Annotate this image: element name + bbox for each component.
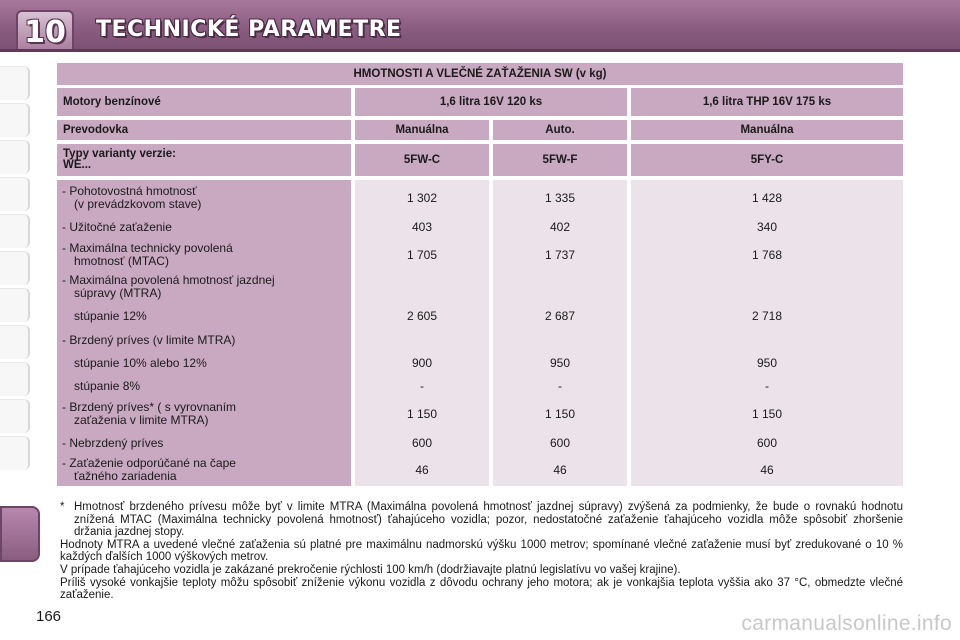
side-tab-active[interactable] (0, 506, 40, 562)
side-tab[interactable] (0, 103, 30, 137)
chapter-badge (16, 10, 74, 52)
side-tab[interactable] (0, 140, 30, 174)
engines-label: Motory benzínové (57, 88, 351, 116)
table-cell: 1 428 (751, 190, 783, 205)
table-cell (355, 272, 489, 302)
variant-label-line1: Typy varianty verzie: (63, 148, 176, 160)
variant-2: 5FW-F (493, 144, 627, 176)
side-tab[interactable] (0, 251, 30, 285)
table-cell: 1 705 (406, 247, 438, 262)
variant-label (57, 144, 351, 176)
table-cell: 1 768 (751, 247, 783, 262)
table-body (57, 180, 903, 486)
values-column-5fy-c (631, 180, 903, 486)
table-cell: 1 150 (406, 406, 438, 421)
table-cell: 600 (756, 435, 778, 450)
table-row-label: stúpanie 10% alebo 12% (74, 355, 207, 370)
table-cell: 2 718 (751, 308, 783, 323)
side-tab[interactable] (0, 214, 30, 248)
table-row-label: stúpanie 12% (74, 308, 147, 323)
table-cell (631, 330, 903, 350)
table-cell (493, 330, 627, 350)
note-paragraph: Príliš vysoké vonkajšie teploty môžu spôsobiť zníženie výkonu vozidla z dôvodu ochrany jeho motora; ak je vonkajšia teplota vyššia ako 37 °C, obmedzte vlečné zaťaženie. (60, 576, 903, 602)
table-cell: - (420, 378, 424, 393)
table-cell: 340 (756, 219, 778, 234)
values-column-5fw-f (493, 180, 627, 486)
row-labels-column (57, 180, 351, 486)
variant-1: 5FW-C (355, 144, 489, 176)
table-row-label: - Nebrzdený príves (62, 435, 164, 450)
table-cell: - (558, 378, 562, 393)
table-cell: 1 150 (544, 406, 576, 421)
table-header (57, 88, 903, 176)
side-tab[interactable] (0, 436, 30, 470)
side-tab[interactable] (0, 66, 30, 100)
side-tab[interactable] (0, 362, 30, 396)
footnote-text: Hmotnosť brzdeného prívesu môže byť v limite MTRA (Maximálna povolená hmotnosť jazdnej súpravy) zvýšená za podmienky, že bude o rovnakú hodnotu znížená MTAC (Maximálna technicky povolená hmotnosť) ťahajúceho vozidla; pozor, nedostatočné zaťaženie ťahajúceho vozidla môže spôsobiť zhoršenie držania jazdnej stopy. (74, 501, 903, 539)
side-tab[interactable] (0, 399, 30, 433)
table-cell (355, 330, 489, 350)
table-cell: 403 (411, 219, 433, 234)
page-number: 166 (36, 608, 62, 625)
table-row-label: - Zaťaženie odporúčané na čape ťažného zariadenia (62, 456, 236, 483)
gearbox-label: Prevodovka (57, 120, 351, 140)
note-paragraph: Hodnoty MTRA a uvedené vlečné zaťaženia sú platné pre maximálnu nadmorskú výšku 1000 metrov; spomínané vlečné zaťaženie musí byť zredukované o 10 % každých ďalších 1000 výškových metrov. (60, 538, 903, 564)
side-tab[interactable] (0, 288, 30, 322)
table-cell: 1 150 (751, 406, 783, 421)
table-row-label: stúpanie 8% (74, 378, 141, 393)
table-row-label: - Pohotovostná hmotnosť (v prevádzkovom stave) (62, 184, 202, 211)
table-cell: 402 (549, 219, 571, 234)
footnote (60, 501, 903, 539)
side-tabs (0, 66, 30, 473)
table-cell: 2 605 (406, 308, 438, 323)
table-cell: 1 335 (544, 190, 576, 205)
watermark: carmanualsonline.info (741, 612, 952, 635)
table-cell: 46 (415, 462, 429, 477)
table-cell: 1 302 (406, 190, 438, 205)
variant-label-line2: WE... (63, 159, 92, 171)
engine-2: 1,6 litra THP 16V 175 ks (631, 88, 903, 116)
table-caption: HMOTNOSTI A VLEČNÉ ZAŤAŽENIA SW (v kg) (57, 63, 903, 85)
table-cell (631, 272, 903, 302)
table-cell: 950 (756, 355, 778, 370)
gearbox-2: Auto. (493, 120, 627, 140)
footnote-marker: * (60, 501, 65, 513)
gearbox-1: Manuálna (355, 120, 489, 140)
table-cell: 950 (549, 355, 571, 370)
table-cell: - (765, 378, 769, 393)
table-row-label: - Brzdený príves* ( s vyrovnaním zaťaženia v limite MTRA) (62, 400, 237, 427)
engine-1: 1,6 litra 16V 120 ks (355, 88, 627, 116)
variant-3: 5FY-C (631, 144, 903, 176)
table-row-label: - Maximálna technicky povolená hmotnosť (MTAC) (62, 241, 233, 268)
side-tab[interactable] (0, 177, 30, 211)
page-title: TECHNICKÉ PARAMETRE (96, 17, 402, 42)
chapter-number: 10 (24, 14, 66, 50)
page-header (0, 0, 960, 52)
table-cell: 1 737 (544, 247, 576, 262)
table-cell: 46 (760, 462, 774, 477)
table-cell: 46 (553, 462, 567, 477)
table-cell: 2 687 (544, 308, 576, 323)
side-tab[interactable] (0, 325, 30, 359)
table-row-label: - Maximálna povolená hmotnosť jazdnej súpravy (MTRA) (62, 273, 275, 300)
values-column-5fw-c (355, 180, 489, 486)
table-cell (493, 272, 627, 302)
table-row-label: - Užitočné zaťaženie (62, 219, 172, 234)
table-cell: 600 (411, 435, 433, 450)
gearbox-3: Manuálna (631, 120, 903, 140)
notes-section (60, 501, 903, 602)
weights-table (57, 63, 903, 486)
table-row-label: - Brzdený príves (v limite MTRA) (62, 332, 236, 347)
table-cell: 900 (411, 355, 433, 370)
note-paragraph: V prípade ťahajúceho vozidla je zakázané prekročenie rýchlosti 100 km/h (dodržiavajte platnú legislatívu vo vašej krajine). (60, 563, 681, 576)
table-cell: 600 (549, 435, 571, 450)
